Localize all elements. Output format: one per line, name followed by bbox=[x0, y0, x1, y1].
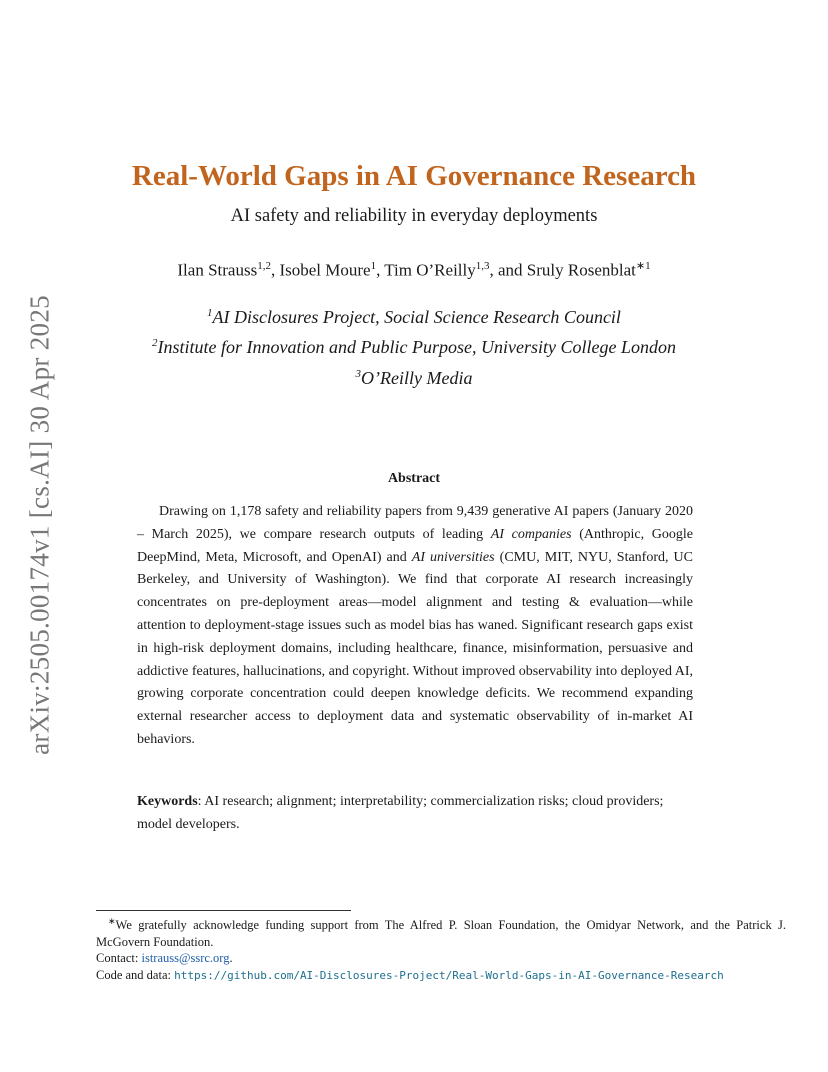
abstract-text: (CMU, MIT, NYU, Stanford, UC Berkeley, and University of Washington). We find that corporate AI research increasingly concentrates on pre-deployment areas—model alignment and testing & evaluation—while attention to deployment-stage issues such as model bias has waned. Significant research gaps exist in high-risk deployment domains, including healthcare, finance, misinformation, persuasive and addictive features, hallucinations, and copyright. Without improved observability into deployed AI, growing corporate concentration could deepen knowledge deficits. We recommend expanding external researcher access to deployment data and systematic observability of in-market AI behaviors. bbox=[137, 549, 693, 747]
abstract-text: (Anthropic, Google DeepMind, Meta, Microsoft, and OpenAI) and bbox=[137, 526, 693, 565]
arxiv-identifier-text: arXiv:2505.00174v1 [cs.AI] 30 Apr 2025 bbox=[24, 295, 55, 755]
paper-title: Real-World Gaps in AI Governance Research bbox=[131, 160, 697, 192]
author-affiliation-marker: 1 bbox=[370, 260, 377, 272]
affiliation-name: Institute for Innovation and Public Purpose, University College London bbox=[157, 337, 676, 357]
contact-line bbox=[96, 950, 786, 967]
affiliation-marker: 3 bbox=[355, 368, 362, 380]
author-affiliation-marker: 1,3 bbox=[475, 260, 490, 272]
affiliation-name: AI Disclosures Project, Social Science Research Council bbox=[212, 307, 621, 327]
acknowledgement-text: We gratefully acknowledge funding support from The Alfred P. Sloan Foundation, the Omidyar Network, and the Patrick J. McGovern Foundation. bbox=[96, 918, 786, 949]
contact-label: Contact: bbox=[96, 951, 142, 966]
author-separator: , bbox=[270, 260, 280, 280]
footnote-rule bbox=[96, 910, 351, 911]
footnote-marker: ∗ bbox=[108, 916, 116, 926]
affiliation-marker: 2 bbox=[152, 337, 158, 349]
author-list bbox=[0, 259, 828, 281]
author-name: Isobel Moure bbox=[279, 260, 371, 280]
author-separator: , and bbox=[489, 260, 527, 280]
keywords-text: : AI research; alignment; interpretability; commercialization risks; cloud providers; model developers. bbox=[137, 794, 664, 832]
acknowledgement-footnote bbox=[96, 913, 786, 950]
author-name: Sruly Rosenblat bbox=[526, 260, 636, 280]
author-separator: , bbox=[376, 260, 385, 280]
author-affiliation-marker: ∗1 bbox=[635, 260, 651, 272]
abstract-body bbox=[137, 501, 693, 752]
code-line bbox=[96, 967, 786, 985]
contact-email-link[interactable]: istrauss@ssrc.org bbox=[141, 951, 230, 966]
abstract-emphasis: AI companies bbox=[490, 526, 572, 542]
contact-end: . bbox=[229, 951, 233, 966]
affiliation bbox=[0, 337, 828, 358]
author-affiliation-marker: 1,2 bbox=[257, 260, 271, 272]
abstract-paragraph bbox=[137, 501, 693, 752]
footnotes bbox=[96, 913, 786, 984]
paper-subtitle: AI safety and reliability in everyday deployments bbox=[230, 206, 598, 226]
keywords-label: Keywords bbox=[137, 794, 198, 809]
affiliation-name: O’Reilly Media bbox=[361, 368, 473, 388]
abstract-heading: Abstract bbox=[387, 471, 441, 486]
author-name: Ilan Strauss bbox=[177, 260, 258, 280]
author-name: Tim O’Reilly bbox=[384, 260, 476, 280]
abstract-emphasis: AI universities bbox=[411, 549, 495, 565]
affiliation bbox=[0, 368, 828, 389]
abstract-text: Drawing on 1,178 safety and reliability papers from 9,439 generative AI papers (January 2020 – March 2025), we compare research outputs of leading bbox=[137, 504, 693, 542]
keywords bbox=[137, 790, 693, 836]
code-label: Code and data: bbox=[96, 967, 175, 982]
affiliation bbox=[0, 307, 828, 328]
affiliation-marker: 1 bbox=[207, 307, 213, 319]
code-url-link[interactable]: https://github.com/AI-Disclosures-Project/Real-World-Gaps-in-AI-Governance-Research bbox=[174, 968, 724, 982]
